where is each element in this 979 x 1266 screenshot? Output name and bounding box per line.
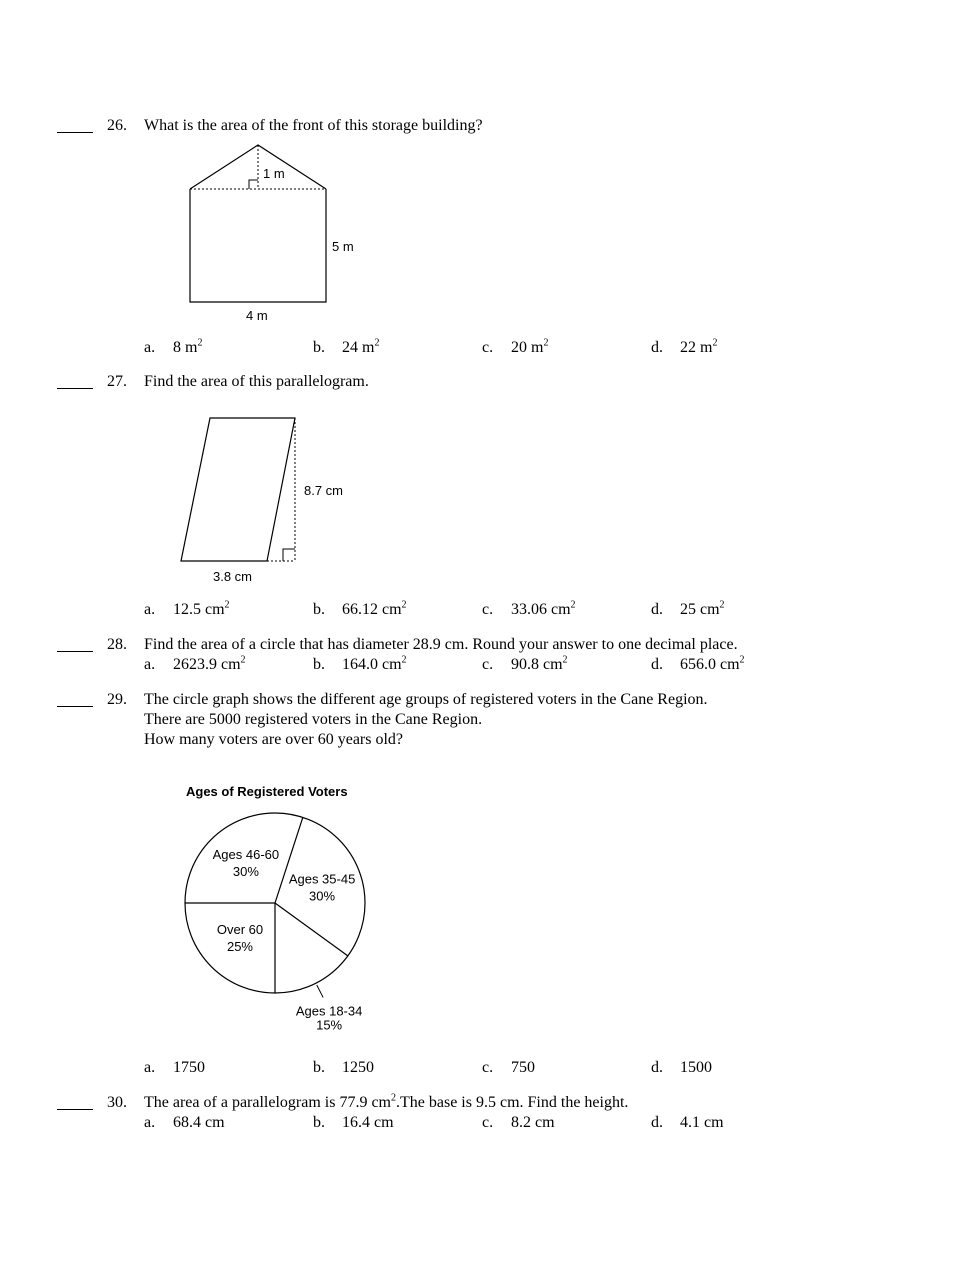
- pie-slice-percent: 30%: [232, 863, 259, 879]
- choice-30-b: 16.4 cm: [342, 1114, 394, 1131]
- choice-28-d: 656.0 $cm^2$: [680, 654, 745, 673]
- pie-slice-boundary: [275, 903, 348, 956]
- question-text-28: Find the area of a circle that has diameter 28.9 cm. Round your answer to one decimal place.: [144, 636, 738, 653]
- storage-building-figure: [170, 140, 370, 330]
- wall-outline: [190, 189, 326, 302]
- choice-27-b-letter: b.: [313, 601, 325, 618]
- choice-30-c-letter: c.: [482, 1114, 494, 1131]
- answer-blank-28[interactable]: [57, 651, 93, 652]
- choice-27-a: 12.5 $cm^2$: [173, 599, 230, 618]
- pie-slice-name: Ages 46-60: [212, 846, 280, 862]
- choice-26-d: 22 $m^2$: [680, 337, 718, 356]
- question-number-28: 28.: [107, 636, 127, 653]
- choice-29-d: 1500: [680, 1059, 712, 1076]
- choice-29-a: 1750: [173, 1059, 205, 1076]
- wall-height-label: 5 m: [332, 239, 354, 254]
- roof-height-label: 1 m: [263, 166, 285, 181]
- choice-29-c-letter: c.: [482, 1059, 494, 1076]
- answer-blank-29[interactable]: [57, 706, 93, 707]
- choice-29-a-letter: a.: [144, 1059, 156, 1076]
- pie-chart: [170, 775, 410, 1035]
- pie-slice-name: Ages 35-45: [288, 871, 356, 887]
- choice-27-a-letter: a.: [144, 601, 156, 618]
- pie-slice-percent: 15%: [316, 1017, 343, 1033]
- choice-30-b-letter: b.: [313, 1114, 325, 1131]
- question-text-29-line-2: There are 5000 registered voters in the Cane Region.: [144, 711, 483, 728]
- pie-slice-percent: 30%: [309, 888, 336, 904]
- choice-29-b-letter: b.: [313, 1059, 325, 1076]
- choice-26-b-letter: b.: [313, 339, 325, 356]
- right-angle-mark: [283, 549, 295, 561]
- choice-28-a-letter: a.: [144, 656, 156, 673]
- question-text-29-line-3: How many voters are over 60 years old?: [144, 731, 404, 748]
- pie-slice-percent: 25%: [226, 939, 254, 955]
- question-number-27: 27.: [107, 373, 127, 390]
- choice-26-d-letter: d.: [651, 339, 663, 356]
- parallelogram-figure: [170, 410, 370, 590]
- choice-27-b: 66.12 $cm^2$: [342, 599, 407, 618]
- choice-28-c: 90.8 $cm^2$: [511, 654, 568, 673]
- question-text-30: The area of a parallelogram is 77.9 $cm^2.The$ base is 9.5 cm. Find the height.: [144, 1092, 629, 1111]
- choice-30-d: 4.1 cm: [680, 1114, 724, 1131]
- answer-blank-27[interactable]: [57, 388, 93, 389]
- choice-26-b: 24 $m^2$: [342, 337, 380, 356]
- question-text-26: What is the area of the front of this storage building?: [144, 117, 483, 134]
- base-label: 4 m: [246, 308, 268, 323]
- height-label: 8.7 cm: [304, 483, 344, 498]
- choice-26-a: 8 $m^2$: [173, 337, 203, 356]
- pie-slice-name: Ages 18-34: [295, 1003, 363, 1019]
- chart-title: Ages of Registered Voters: [186, 784, 348, 799]
- choice-30-c: 8.2 cm: [511, 1114, 555, 1131]
- base-label: 3.8 cm: [213, 569, 253, 584]
- pie-slice-boundary: [275, 817, 303, 903]
- choice-27-d-letter: d.: [651, 601, 663, 618]
- choice-29-d-letter: d.: [651, 1059, 663, 1076]
- question-text-27: Find the area of this parallelogram.: [144, 373, 369, 390]
- question-number-26: 26.: [107, 117, 127, 134]
- pie-label-leader: [317, 985, 323, 997]
- choice-29-c: 750: [511, 1059, 535, 1076]
- question-number-30: 30.: [107, 1094, 127, 1111]
- parallelogram-outline: [181, 418, 295, 561]
- choice-27-d: 25 $cm^2$: [680, 599, 725, 618]
- choice-28-a: 2623.9 $cm^2$: [173, 654, 246, 673]
- right-angle-mark: [249, 180, 258, 189]
- choice-28-b: 164.0 $cm^2$: [342, 654, 407, 673]
- choice-28-d-letter: d.: [651, 656, 663, 673]
- choice-27-c-letter: c.: [482, 601, 494, 618]
- choice-26-c: 20 $m^2$: [511, 337, 549, 356]
- answer-blank-30[interactable]: [57, 1109, 93, 1110]
- pie-slice-name: Over 60: [216, 922, 264, 938]
- question-text-29-line-1: The circle graph shows the different age groups of registered voters in the Cane Region.: [144, 691, 708, 708]
- choice-28-c-letter: c.: [482, 656, 494, 673]
- question-number-29: 29.: [107, 691, 127, 708]
- choice-29-b: 1250: [342, 1059, 374, 1076]
- answer-blank-26[interactable]: [57, 132, 93, 133]
- choice-26-a-letter: a.: [144, 339, 156, 356]
- choice-30-d-letter: d.: [651, 1114, 663, 1131]
- choice-27-c: 33.06 $cm^2$: [511, 599, 576, 618]
- choice-30-a-letter: a.: [144, 1114, 156, 1131]
- choice-28-b-letter: b.: [313, 656, 325, 673]
- choice-30-a: 68.4 cm: [173, 1114, 225, 1131]
- choice-26-c-letter: c.: [482, 339, 494, 356]
